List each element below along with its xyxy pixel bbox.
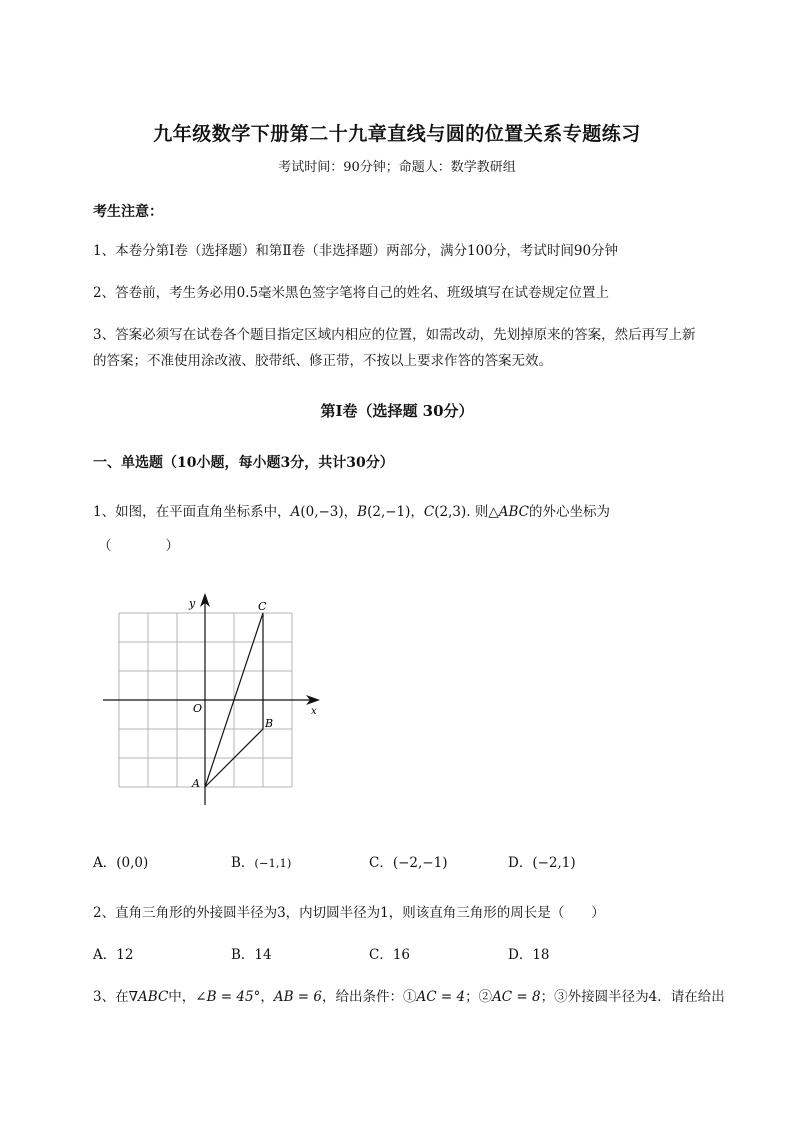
- option-value: 12: [116, 947, 134, 963]
- q3-angle: ∠B = 45°: [195, 989, 261, 1005]
- notice-item-3: 3、答案必须写在试卷各个题目指定区域内相应的位置，如需改动，先划掉原来的答案，然后再写上新: [93, 327, 696, 343]
- option-value: 18: [532, 947, 550, 963]
- q1-point-b-coords: (2,−1): [367, 504, 411, 520]
- q3-triangle: ∇ABC: [128, 989, 169, 1005]
- q1-prefix: 1、如图，在平面直角坐标系中，: [93, 504, 291, 520]
- coordinate-graph: [95, 588, 335, 813]
- option-letter: D．: [508, 947, 533, 963]
- option-value: 16: [392, 947, 411, 963]
- option-value: (−2,−1): [392, 855, 448, 871]
- y-axis-label: y: [189, 597, 196, 610]
- q1-triangle: ABC: [498, 504, 529, 520]
- option-letter: B．: [231, 855, 255, 871]
- q1-option-a[interactable]: [93, 851, 148, 871]
- point-c-label: C: [258, 600, 267, 613]
- q3-text-1: 3、在: [93, 989, 129, 1005]
- option-value: 14: [254, 947, 272, 963]
- x-axis-label: x: [311, 706, 317, 717]
- q2-option-b[interactable]: [231, 943, 272, 963]
- q3-ab: AB = 6: [273, 989, 322, 1005]
- option-letter: D．: [508, 855, 533, 871]
- option-letter: C．: [369, 947, 393, 963]
- q3-text-4: ，给出条件：①: [322, 989, 417, 1005]
- notice-item-1: 1、本卷分第Ⅰ卷（选择题）和第Ⅱ卷（非选择题）两部分，满分100分，考试时间90分钟: [93, 243, 619, 259]
- q1-option-d[interactable]: [508, 851, 576, 871]
- notice-item-2: 2、答卷前，考生务必用0.5毫米黑色签字笔将自己的姓名、班级填写在试卷规定位置上: [93, 285, 610, 301]
- q1-answer-blank: （ ）: [98, 538, 179, 554]
- q2-option-a[interactable]: [93, 943, 133, 963]
- question-1: 1、如图，在平面直角坐标系中，A(0,−3)，B(2,−1)，C(2,3). 则△ABC的外心坐标为: [93, 504, 610, 520]
- q1-point-a-name: A: [290, 504, 301, 520]
- q1-suffix-pre: . 则△: [466, 504, 499, 520]
- option-letter: A．: [93, 855, 117, 871]
- option-letter: A．: [93, 947, 117, 963]
- q1-option-b[interactable]: [231, 851, 291, 871]
- point-a-label: A: [192, 777, 200, 790]
- q1-suffix: 的外心坐标为: [529, 504, 610, 520]
- q1-option-c[interactable]: [369, 851, 447, 871]
- point-b-label: B: [265, 717, 274, 730]
- q3-condition-2: AC = 8: [492, 989, 541, 1005]
- q3-text-5: ；②: [465, 989, 493, 1005]
- notice-heading: 考生注意：: [93, 204, 163, 220]
- q1-point-c-coords: (2,3): [434, 504, 467, 520]
- question-2: 2、直角三角形的外接圆半径为3，内切圆半径为1，则该直角三角形的周长是（ ）: [93, 905, 605, 921]
- q3-text-2: 中，: [168, 989, 196, 1005]
- q1-point-b-name: B: [357, 504, 368, 520]
- notice-item-3-cont: 的答案；不准使用涂改液、胶带纸、修正带，不按以上要求作答的答案无效。: [93, 353, 552, 369]
- exam-info: 考试时间：90分钟；命题人：数学教研组: [278, 160, 516, 175]
- question-3: [93, 985, 725, 1005]
- option-letter: C．: [369, 855, 393, 871]
- option-value: (−2,1): [532, 855, 576, 871]
- option-value: (0,0): [116, 855, 149, 871]
- q1-point-a-coords: (0,−3): [300, 504, 344, 520]
- option-value: (−1,1): [254, 856, 292, 870]
- page-title: 九年级数学下册第二十九章直线与圆的位置关系专题练习: [153, 123, 641, 145]
- option-letter: B．: [231, 947, 255, 963]
- q1-point-c-name: C: [423, 504, 435, 520]
- q3-condition-1: AC = 4: [416, 989, 466, 1005]
- origin-label: O: [193, 702, 203, 715]
- q3-text-3: ，: [260, 989, 274, 1005]
- section-title: 第Ⅰ卷（选择题 30分）: [320, 402, 474, 420]
- q3-text-6: ；③外接圆半径为4．请在给出: [540, 989, 725, 1005]
- part-heading: 一、单选题（10小题，每小题3分，共计30分）: [93, 455, 394, 471]
- q2-option-c[interactable]: [369, 943, 410, 963]
- q2-option-d[interactable]: [508, 943, 550, 963]
